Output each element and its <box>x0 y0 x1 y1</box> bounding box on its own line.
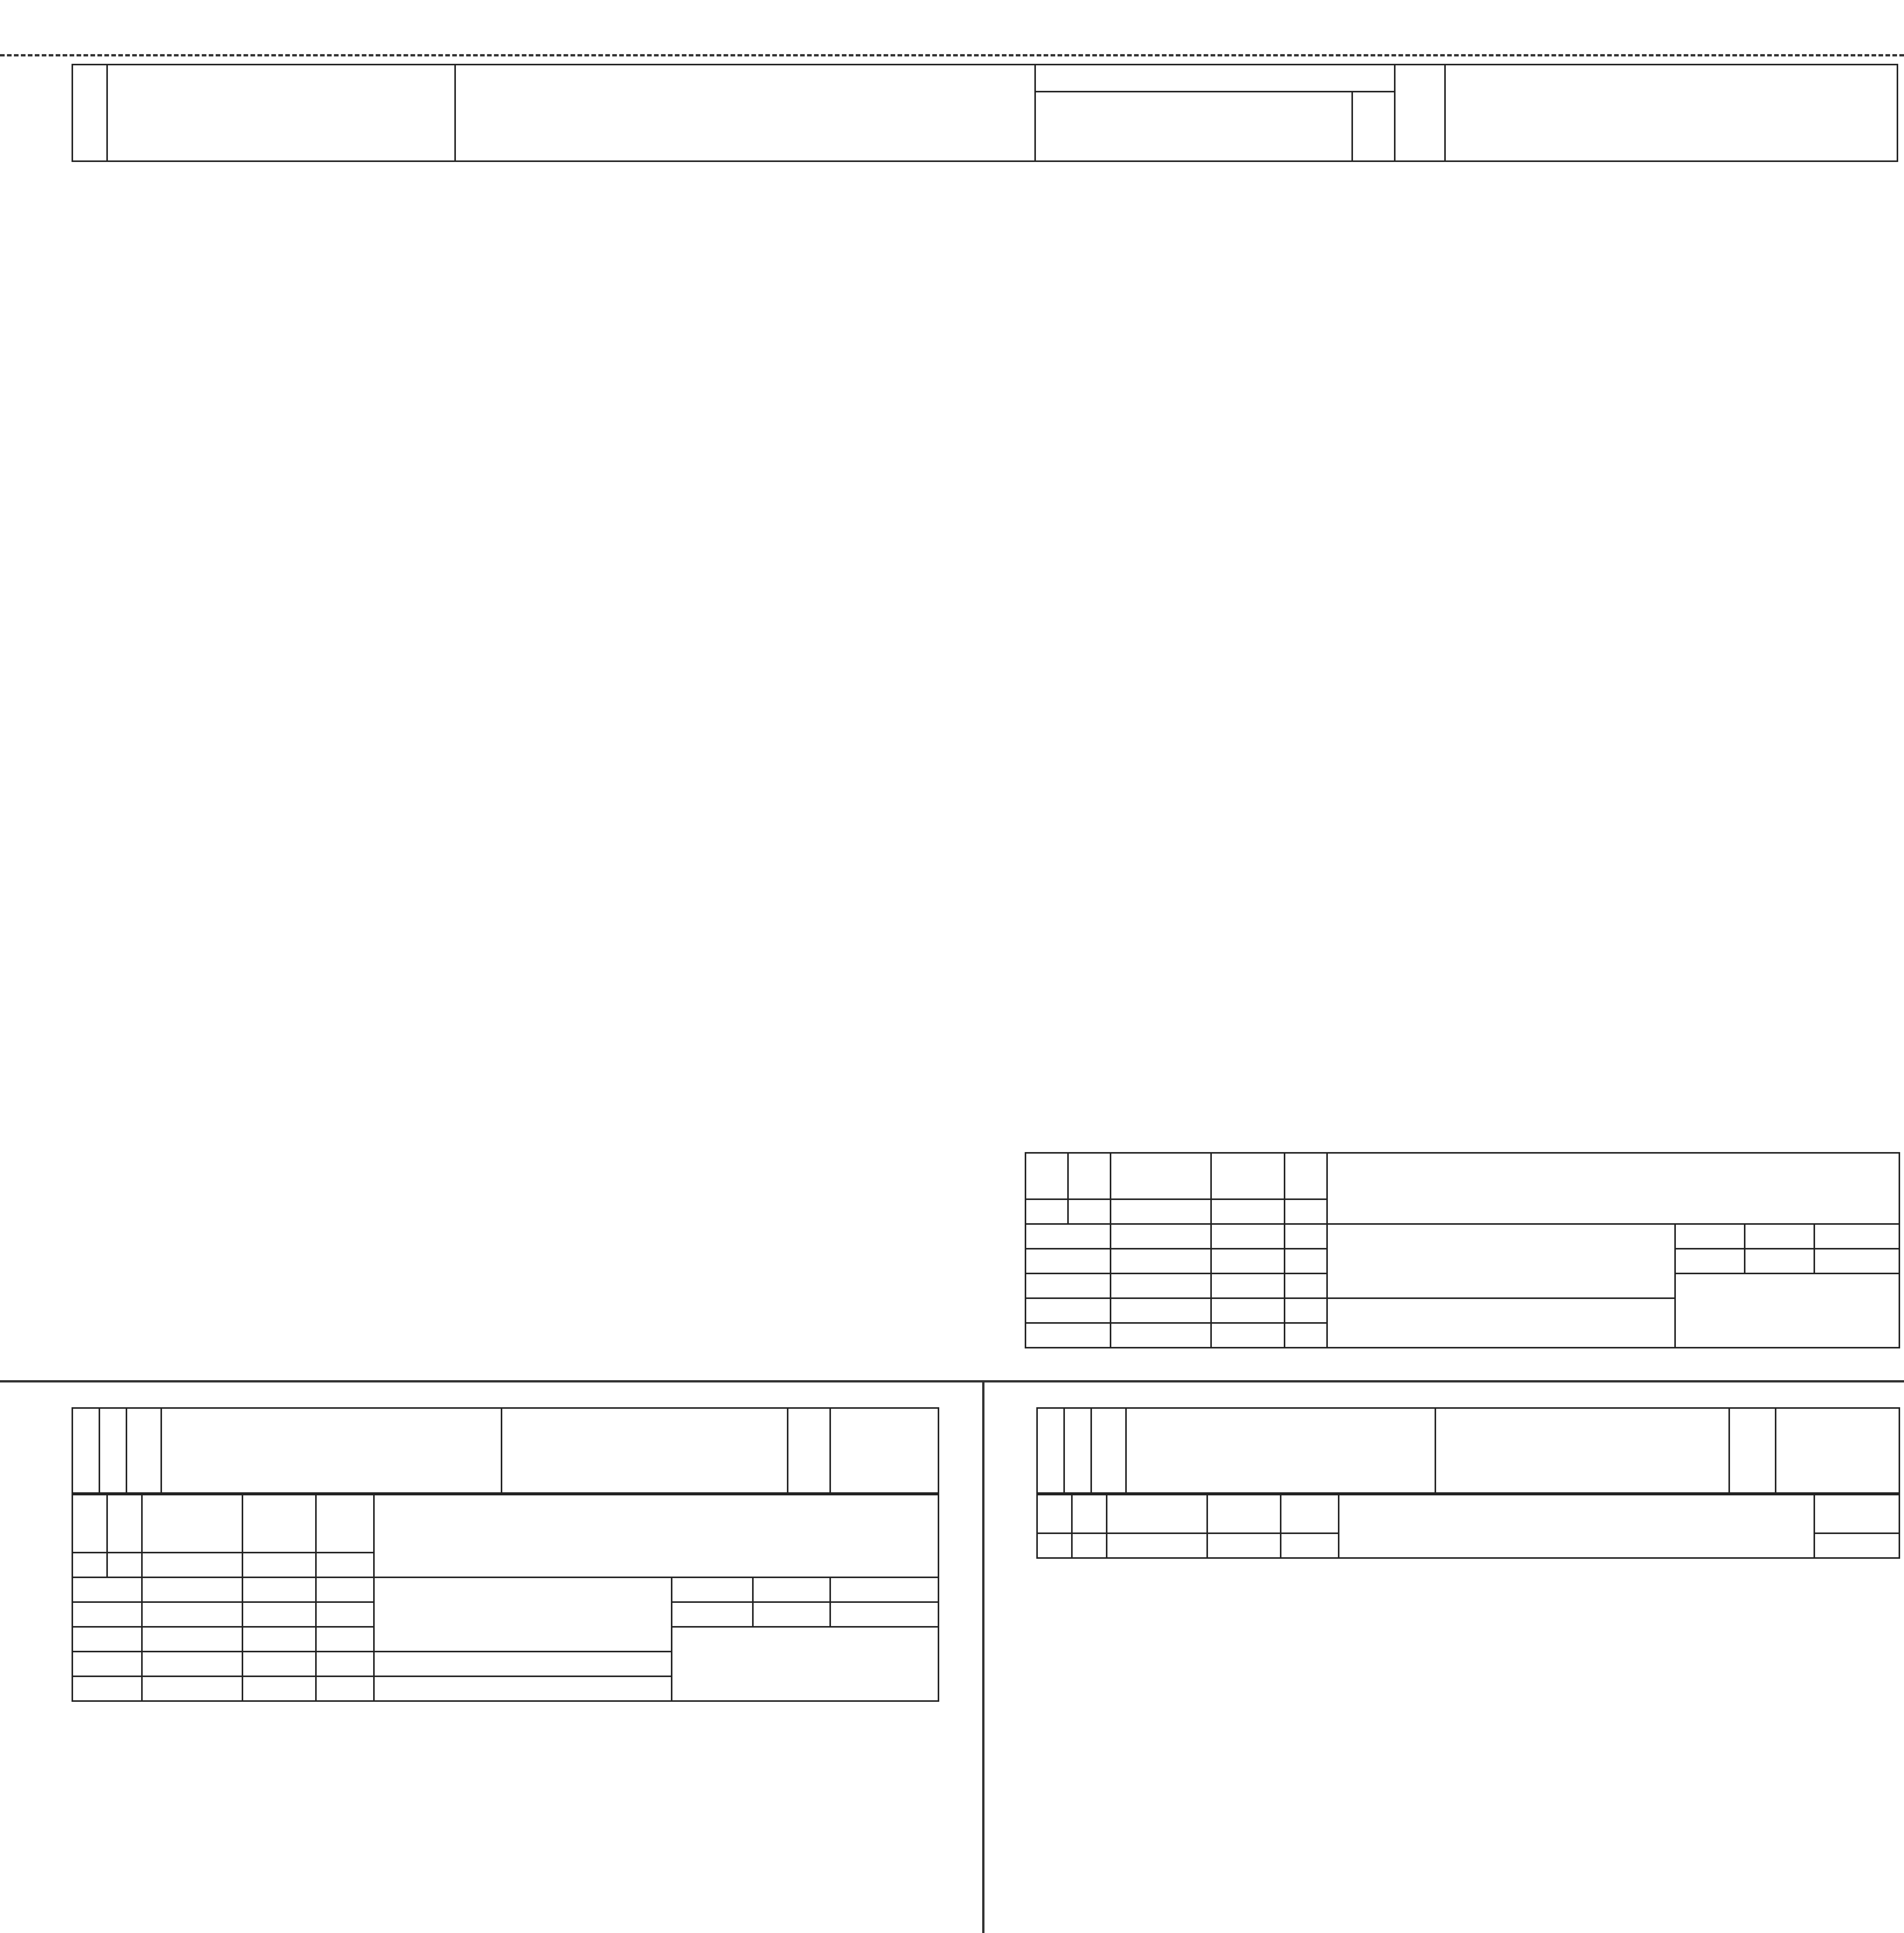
stamp-head <box>1285 1199 1327 1224</box>
left-sheet <box>72 1407 938 1702</box>
left-stamp-title <box>374 1577 672 1652</box>
stamp-head <box>107 1553 142 1577</box>
stamp-head <box>142 1553 242 1577</box>
hdr-name <box>455 65 1035 161</box>
top-stamp <box>1025 1152 1899 1345</box>
hdr-note <box>1445 65 1897 161</box>
right-stamp <box>1036 1494 1900 1559</box>
stamp-head <box>316 1553 374 1577</box>
stamp-person <box>142 1676 242 1701</box>
stamp-sheets <box>1814 1249 1899 1273</box>
stamp-person <box>142 1602 242 1627</box>
stamp-head <box>1107 1533 1207 1558</box>
left-hdr-qty <box>788 1408 830 1493</box>
stamp-role <box>1025 1224 1111 1249</box>
left-hdr-format <box>72 1408 99 1493</box>
stamp-person <box>1111 1224 1211 1249</box>
right-hdr-name <box>1435 1408 1729 1493</box>
hdr-where-used <box>1035 65 1395 92</box>
right-stamp-code <box>1339 1495 1814 1558</box>
mid-cut-line <box>0 1380 1904 1382</box>
stamp-role <box>72 1676 142 1701</box>
left-hdr-zone <box>99 1408 126 1493</box>
top-stamp-title <box>1327 1224 1675 1298</box>
stamp-role <box>1025 1298 1111 1323</box>
stamp-head <box>1211 1199 1285 1224</box>
stamp-head <box>1025 1199 1068 1224</box>
stamp-role <box>72 1577 142 1602</box>
stamp-head <box>1111 1199 1211 1224</box>
top-sheet <box>72 64 1897 162</box>
stamp-head <box>1068 1199 1111 1224</box>
left-hdr-pos <box>126 1408 161 1493</box>
hdr-designation <box>107 65 455 161</box>
stamp-role <box>72 1627 142 1652</box>
stamp-role <box>72 1652 142 1676</box>
stamp-person <box>1111 1323 1211 1348</box>
stamp-head <box>72 1553 107 1577</box>
stamp-sheets-label <box>830 1577 938 1602</box>
right-hdr-note <box>1776 1408 1899 1493</box>
stamp-role <box>1025 1273 1111 1298</box>
hdr-where-designation <box>1035 92 1352 161</box>
right-hdr-format <box>1037 1408 1064 1493</box>
stamp-lit <box>1675 1249 1745 1273</box>
stamp-head <box>1207 1533 1281 1558</box>
stamp-lit-label <box>1675 1224 1745 1249</box>
right-sheet-cell <box>1814 1533 1899 1558</box>
stamp-sheet <box>753 1602 830 1627</box>
stamp-lit <box>672 1602 753 1627</box>
top-cut-line <box>0 54 1904 56</box>
stamp-head <box>242 1553 316 1577</box>
stamp-sheet-label <box>753 1577 830 1602</box>
stamp-sheets <box>830 1602 938 1627</box>
right-page-no <box>1814 1495 1899 1533</box>
right-hdr-zone <box>1064 1408 1091 1493</box>
stamp-person <box>1111 1298 1211 1323</box>
top-stamp-doctype <box>1327 1298 1675 1348</box>
left-hdr-note <box>830 1408 938 1493</box>
left-stamp <box>72 1494 939 1702</box>
top-stamp-org <box>1675 1273 1899 1348</box>
top-table <box>72 64 1898 162</box>
hdr-total-qty <box>1395 65 1445 161</box>
stamp-head <box>1072 1533 1107 1558</box>
vertical-cut-line <box>982 1380 984 1933</box>
stamp-sheet-label <box>1745 1224 1814 1249</box>
right-hdr-designation <box>1126 1408 1435 1493</box>
stamp-role <box>72 1602 142 1627</box>
right-hdr-qty <box>1729 1408 1776 1493</box>
stamp-head <box>1037 1533 1072 1558</box>
right-hdr-pos <box>1091 1408 1126 1493</box>
left-hdr-name <box>502 1408 788 1493</box>
stamp-person <box>142 1577 242 1602</box>
left-stamp-org <box>672 1627 938 1701</box>
left-hdr-designation <box>161 1408 502 1493</box>
hdr-row-no <box>72 65 107 161</box>
stamp-person <box>1111 1273 1211 1298</box>
stamp-lit-label <box>672 1577 753 1602</box>
top-stamp-code <box>1327 1153 1899 1224</box>
stamp-role <box>1025 1249 1111 1273</box>
right-sheet <box>1036 1407 1899 1559</box>
stamp-head <box>1281 1533 1339 1558</box>
stamp-sheets-label <box>1814 1224 1899 1249</box>
stamp-person <box>142 1652 242 1676</box>
stamp-role <box>1025 1323 1111 1348</box>
left-stamp-code <box>374 1495 938 1577</box>
hdr-qty <box>1352 92 1395 161</box>
stamp-person <box>142 1627 242 1652</box>
stamp-person <box>1111 1249 1211 1273</box>
